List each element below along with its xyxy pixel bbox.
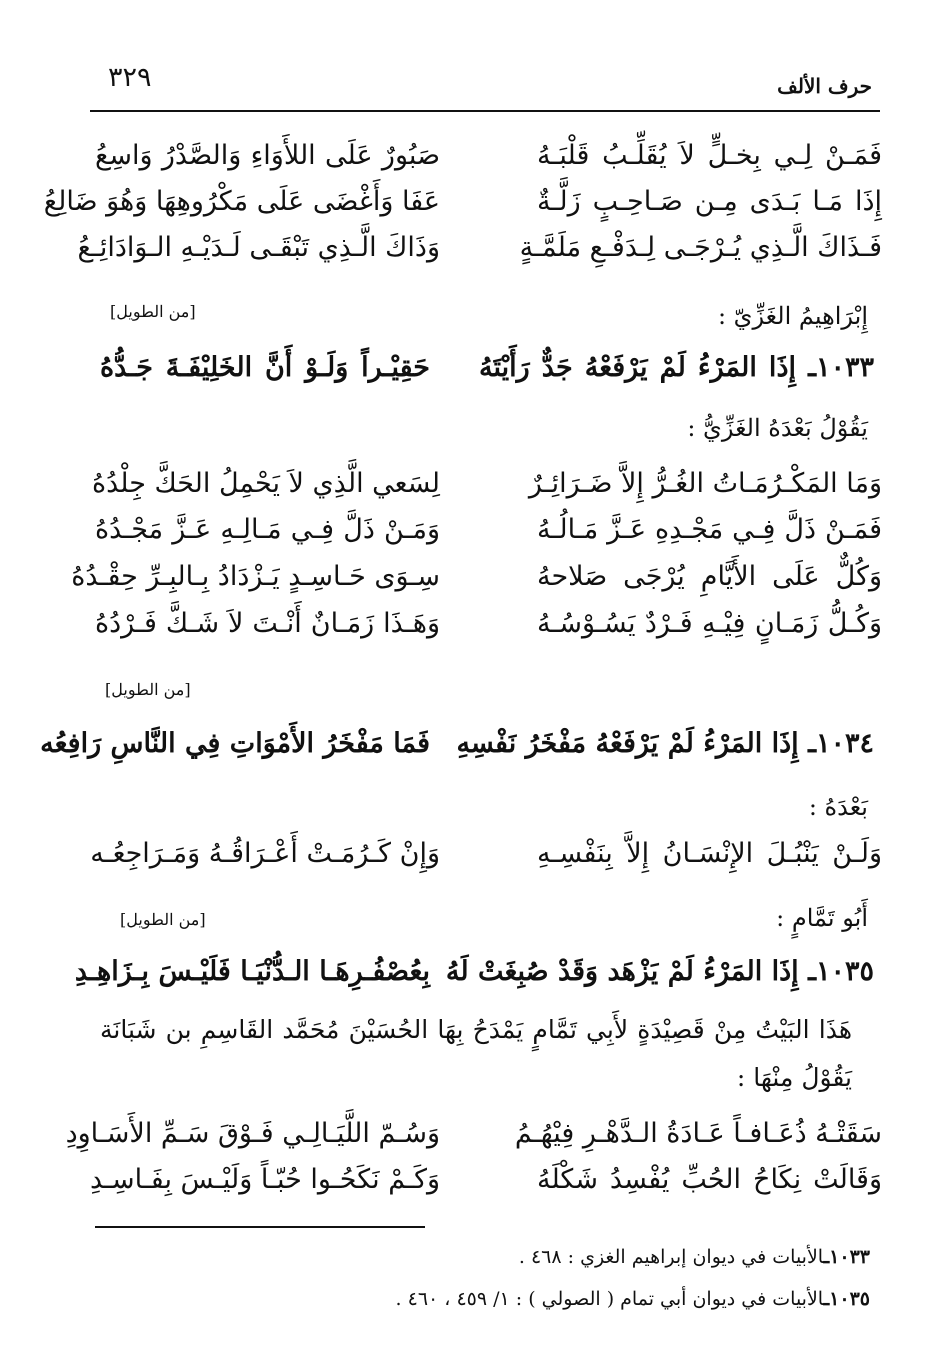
footnote-text: الأبيات في ديوان أبي تمام ( الصولي ) : ١/ ٤٥٩ ، ٤٦٠ . (395, 1288, 824, 1310)
entry-number: ١٠٣٥ـ (808, 956, 874, 987)
first-hemistich: وَلَـنْ يَنْبُـلَ الإِنْسَـانُ إِلاَّ بِنَفْسِـهِ (537, 838, 882, 869)
entry-number: ١٠٣٣ـ (808, 352, 874, 383)
footnote-number: ١٠٣٣ـ (823, 1246, 870, 1268)
first-hemistich: فَـذَاكَ الَّـذِي يُـرْجَـى لِـدَفْـعِ مَلَمَّـةٍ (519, 232, 882, 263)
meter-label: [من الطويل] (110, 302, 196, 321)
footnote (519, 1246, 870, 1268)
meter-label: [من الطويل] (105, 680, 191, 699)
commentary-paragraph: هَذَا البَيْتُ مِنْ قَصِيْدَةٍ لأَبِي تَمَّامٍ يَمْدَحُ بِهَا الحُسَيْنَ مُحَمَّد القَاسِمِ بن شَبَانَة يَقُوْلُ مِنْهَا : (100, 1015, 852, 1092)
second-hemistich: بِعُصْفُـرِهَـا الـدُّنْيَـا فَلَيْـسَ بِـزَاهِـدِ (74, 956, 430, 987)
poet-intro: إِبْرَاهِيمُ الغَزِّيّ : (717, 302, 868, 330)
first-hemistich: فَمَـنْ ذَلَّ فِـي مَجْـدِهِ عَـزَّ مَـالُـهُ (537, 514, 882, 545)
first-hemistich: إِذَا مَـا بَـدَى مِـن صَـاحِـبٍ زَلَّـةٌ (537, 186, 882, 217)
second-hemistich: فَمَا مَفْخَرُ الأَمْوَاتِ فِي النَّاسِ رَافِعُه (40, 728, 430, 759)
entry-verse-1033 (100, 352, 874, 383)
page-number: ٣٢٩ (108, 62, 152, 93)
footnote-number: ١٠٣٥ـ (823, 1288, 870, 1310)
context-intro: يَقُوْلُ بَعْدَهُ الغَزِّيُّ : (687, 414, 868, 442)
first-hemistich: وَكُـلُّ زَمَـانٍ فِيْـهِ فَـرْدٌ يَسُـوْسُـهُ (537, 608, 882, 639)
second-hemistich: وَسُـمّ اللَّيَـالِـي فَـوْقَ سَـمِّ الأَسَـاوِدِ (65, 1118, 440, 1149)
second-hemistich: وَهَـذَا زَمَـانٌ أَنْـتَ لاَ شَـكَّ فَـرْدُهُ (95, 608, 440, 639)
first-hemistich: ١٠٣٤ـ إِذَا المَرْءُ لَمْ يَرْفَعْهُ مَفْخَرُ نَفْسِهِ (456, 728, 874, 759)
verse-line (65, 1118, 882, 1149)
entry-verse-1035 (74, 956, 874, 987)
running-header-title: حرف الألف (777, 74, 872, 98)
verse-line (77, 232, 882, 263)
verse-line (91, 468, 882, 499)
footnote (396, 1288, 870, 1310)
second-hemistich: وَإِنْ كَـرُمَـتْ أَعْـرَاقُـهُ وَمَـرَاجِعُـه (90, 838, 440, 869)
verse-line (71, 561, 882, 592)
footnote-text: الأبيات في ديوان إبراهيم الغزي : ٤٦٨ . (518, 1246, 824, 1268)
second-hemistich: صَبُورٌ عَلَى اللأَوَاءِ وَالصَّدْرُ وَاسِعُ (95, 140, 440, 171)
verse-line (95, 608, 882, 639)
first-hemistich: وَمَا المَكْـرُمَـاتُ الغُـرُّ إِلاَّ ضَـرَائِـرٌ (528, 468, 882, 499)
verse-line (95, 514, 882, 545)
context-intro: بَعْدَهُ : (808, 793, 868, 821)
second-hemistich: سِـوَى حَـاسِـدٍ يَـزْدَادُ بِـالبِـرِّ حِقْـدُهُ (71, 561, 440, 592)
second-hemistich: وَكَـمْ نَكَحُـوا حُبّـاً وَلَيْـسَ بِفَـاسِـدِ (89, 1164, 440, 1195)
second-hemistich: لِسَعي الَّذِي لاَ يَحْمِلُ الحَكَّ جِلْدُهُ (91, 468, 440, 499)
first-hemistich: ١٠٣٥ـ إِذَا المَرْءُ لَمْ يَزْهَد وَقَدْ صُبِغَتْ لَهُ (445, 956, 874, 987)
header-rule (90, 110, 880, 112)
entry-number: ١٠٣٤ـ (808, 728, 874, 759)
first-hemistich: وَقَالَتْ نِكَاحُ الحُبِّ يُفْسِدُ شَكْلَهُ (537, 1164, 882, 1195)
first-hemistich: ١٠٣٣ـ إِذَا المَرْءُ لَمْ يَرْفَعْهُ جَدٌّ رَأَيْتَهُ (479, 352, 874, 383)
entry-verse-1034 (40, 728, 874, 759)
verse-line (95, 140, 882, 171)
meter-label: [من الطويل] (120, 910, 206, 929)
poet-intro: أَبُو تَمَّامٍ : (776, 904, 868, 932)
second-hemistich: وَمَـنْ ذَلَّ فِـي مَـالِـهِ عَـزَّ مَجْـدُهُ (95, 514, 440, 545)
first-hemistich: سَقَتْـهُ ذُعَـافـاً عَـادَةُ الـدَّهْـرِ فِيْهُـمُ (514, 1118, 882, 1149)
second-hemistich: وَذَاكَ الَّـذِي تَبْقَـى لَـدَيْـهِ الـوَادَائِـعُ (77, 232, 440, 263)
verse-line (90, 838, 882, 869)
first-hemistich: وَكُلٌّ عَلَى الأَيَّامِ يُرْجَى صَلاحهُ (537, 561, 882, 592)
second-hemistich: حَقِيْـراً وَلَـوْ أَنَّ الخَلِيْفَـةَ جَـدُّهُ (100, 352, 430, 383)
verse-line (89, 1164, 882, 1195)
first-hemistich: فَمَـنْ لِـي بِخـلٍّ لاَ يُقَلِّـبُ قَلْبَـهُ (537, 140, 882, 171)
footnote-rule (95, 1226, 425, 1228)
second-hemistich: عَفَا وَأَغْضَى عَلَى مَكْرُوهِهَا وَهُوَ ضَالِعُ (43, 186, 440, 217)
verse-line (43, 186, 882, 217)
